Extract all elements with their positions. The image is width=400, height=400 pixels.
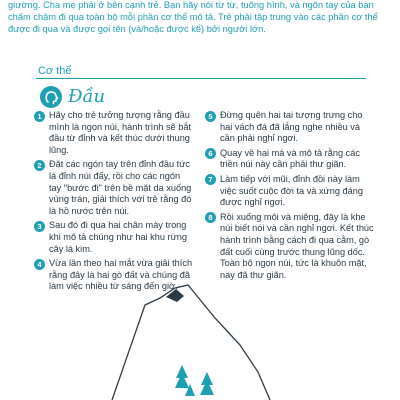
- item-number: 5: [205, 111, 216, 122]
- item-text: Quay về hai má và mô tả rằng các triền núi này cần phải thư giãn.: [220, 147, 360, 170]
- item-text: Đừng quên hai tai tượng trưng cho hai vách đá đã lắng nghe nhiều và cần phải nghỉ ngơi.: [220, 110, 363, 144]
- item-text: Làm tiếp với mũi, đỉnh đồi này làm việc suốt cuộc đời ta và xứng đáng được nghỉ ngơi.: [220, 173, 363, 208]
- section-label: Cơ thể: [38, 65, 72, 77]
- intro-paragraph: giường. Cha mẹ phải ở bên cạnh trẻ. Bạn hãy nói từ từ, tuông hình, và ngôn tay của bạn chấm chậm đi qua toàn bộ mỗi phần cơ thể mô tả. Trẻ phải tập trung vào các phần cơ thể được đi qua và được gọi tên (và/hoặc được kể) bởi người lớn.: [8, 0, 378, 34]
- item-number: 4: [34, 259, 45, 270]
- item-text: Đặt các ngón tay trên đỉnh đầu tức là đỉnh núi đấy, rồi cho các ngón tay "bước đi" trên bề mặt da xuống vùng trán, giải thích với trẻ rằng đó là hồ nước trên núi.: [49, 159, 192, 216]
- item-text: Vừa lần theo hai mắt vừa giải thích rằng đây là hai gò đất và chúng đã làm việc nhiều từ sáng đến giờ.: [49, 258, 193, 292]
- mountain-outline: [112, 285, 270, 400]
- snow-cap: [166, 289, 184, 302]
- item-number: 8: [205, 212, 216, 223]
- item-text: Sau đó đi qua hai chân mày trong khi mô tả chúng như hai khu rừng cây lá kim.: [49, 220, 187, 254]
- item-number: 2: [34, 160, 45, 171]
- item-number: 6: [205, 148, 216, 159]
- pine-tree-icon: [175, 365, 214, 396]
- item-number: 7: [205, 174, 216, 185]
- item-number: 3: [34, 221, 45, 232]
- item-text: Hãy cho trẻ tưởng tượng rằng đầu mình là ngọn núi, hành trình sẽ bắt đầu từ đỉnh và kết thúc dưới thung lũng.: [49, 110, 191, 155]
- item-number: 1: [34, 111, 45, 122]
- item-text: Rồi xuống môi và miệng, đây là khe núi biết nói và cần nghỉ ngơi. Kết thúc hành trình bằng cách đi qua cằm, gò đất cuối cùng trước thung lũng dốc. Toàn bộ ngọn núi, tức là khuôn mặt, nay đã thư giãn.: [220, 211, 374, 280]
- head-title: Đầu: [68, 86, 106, 107]
